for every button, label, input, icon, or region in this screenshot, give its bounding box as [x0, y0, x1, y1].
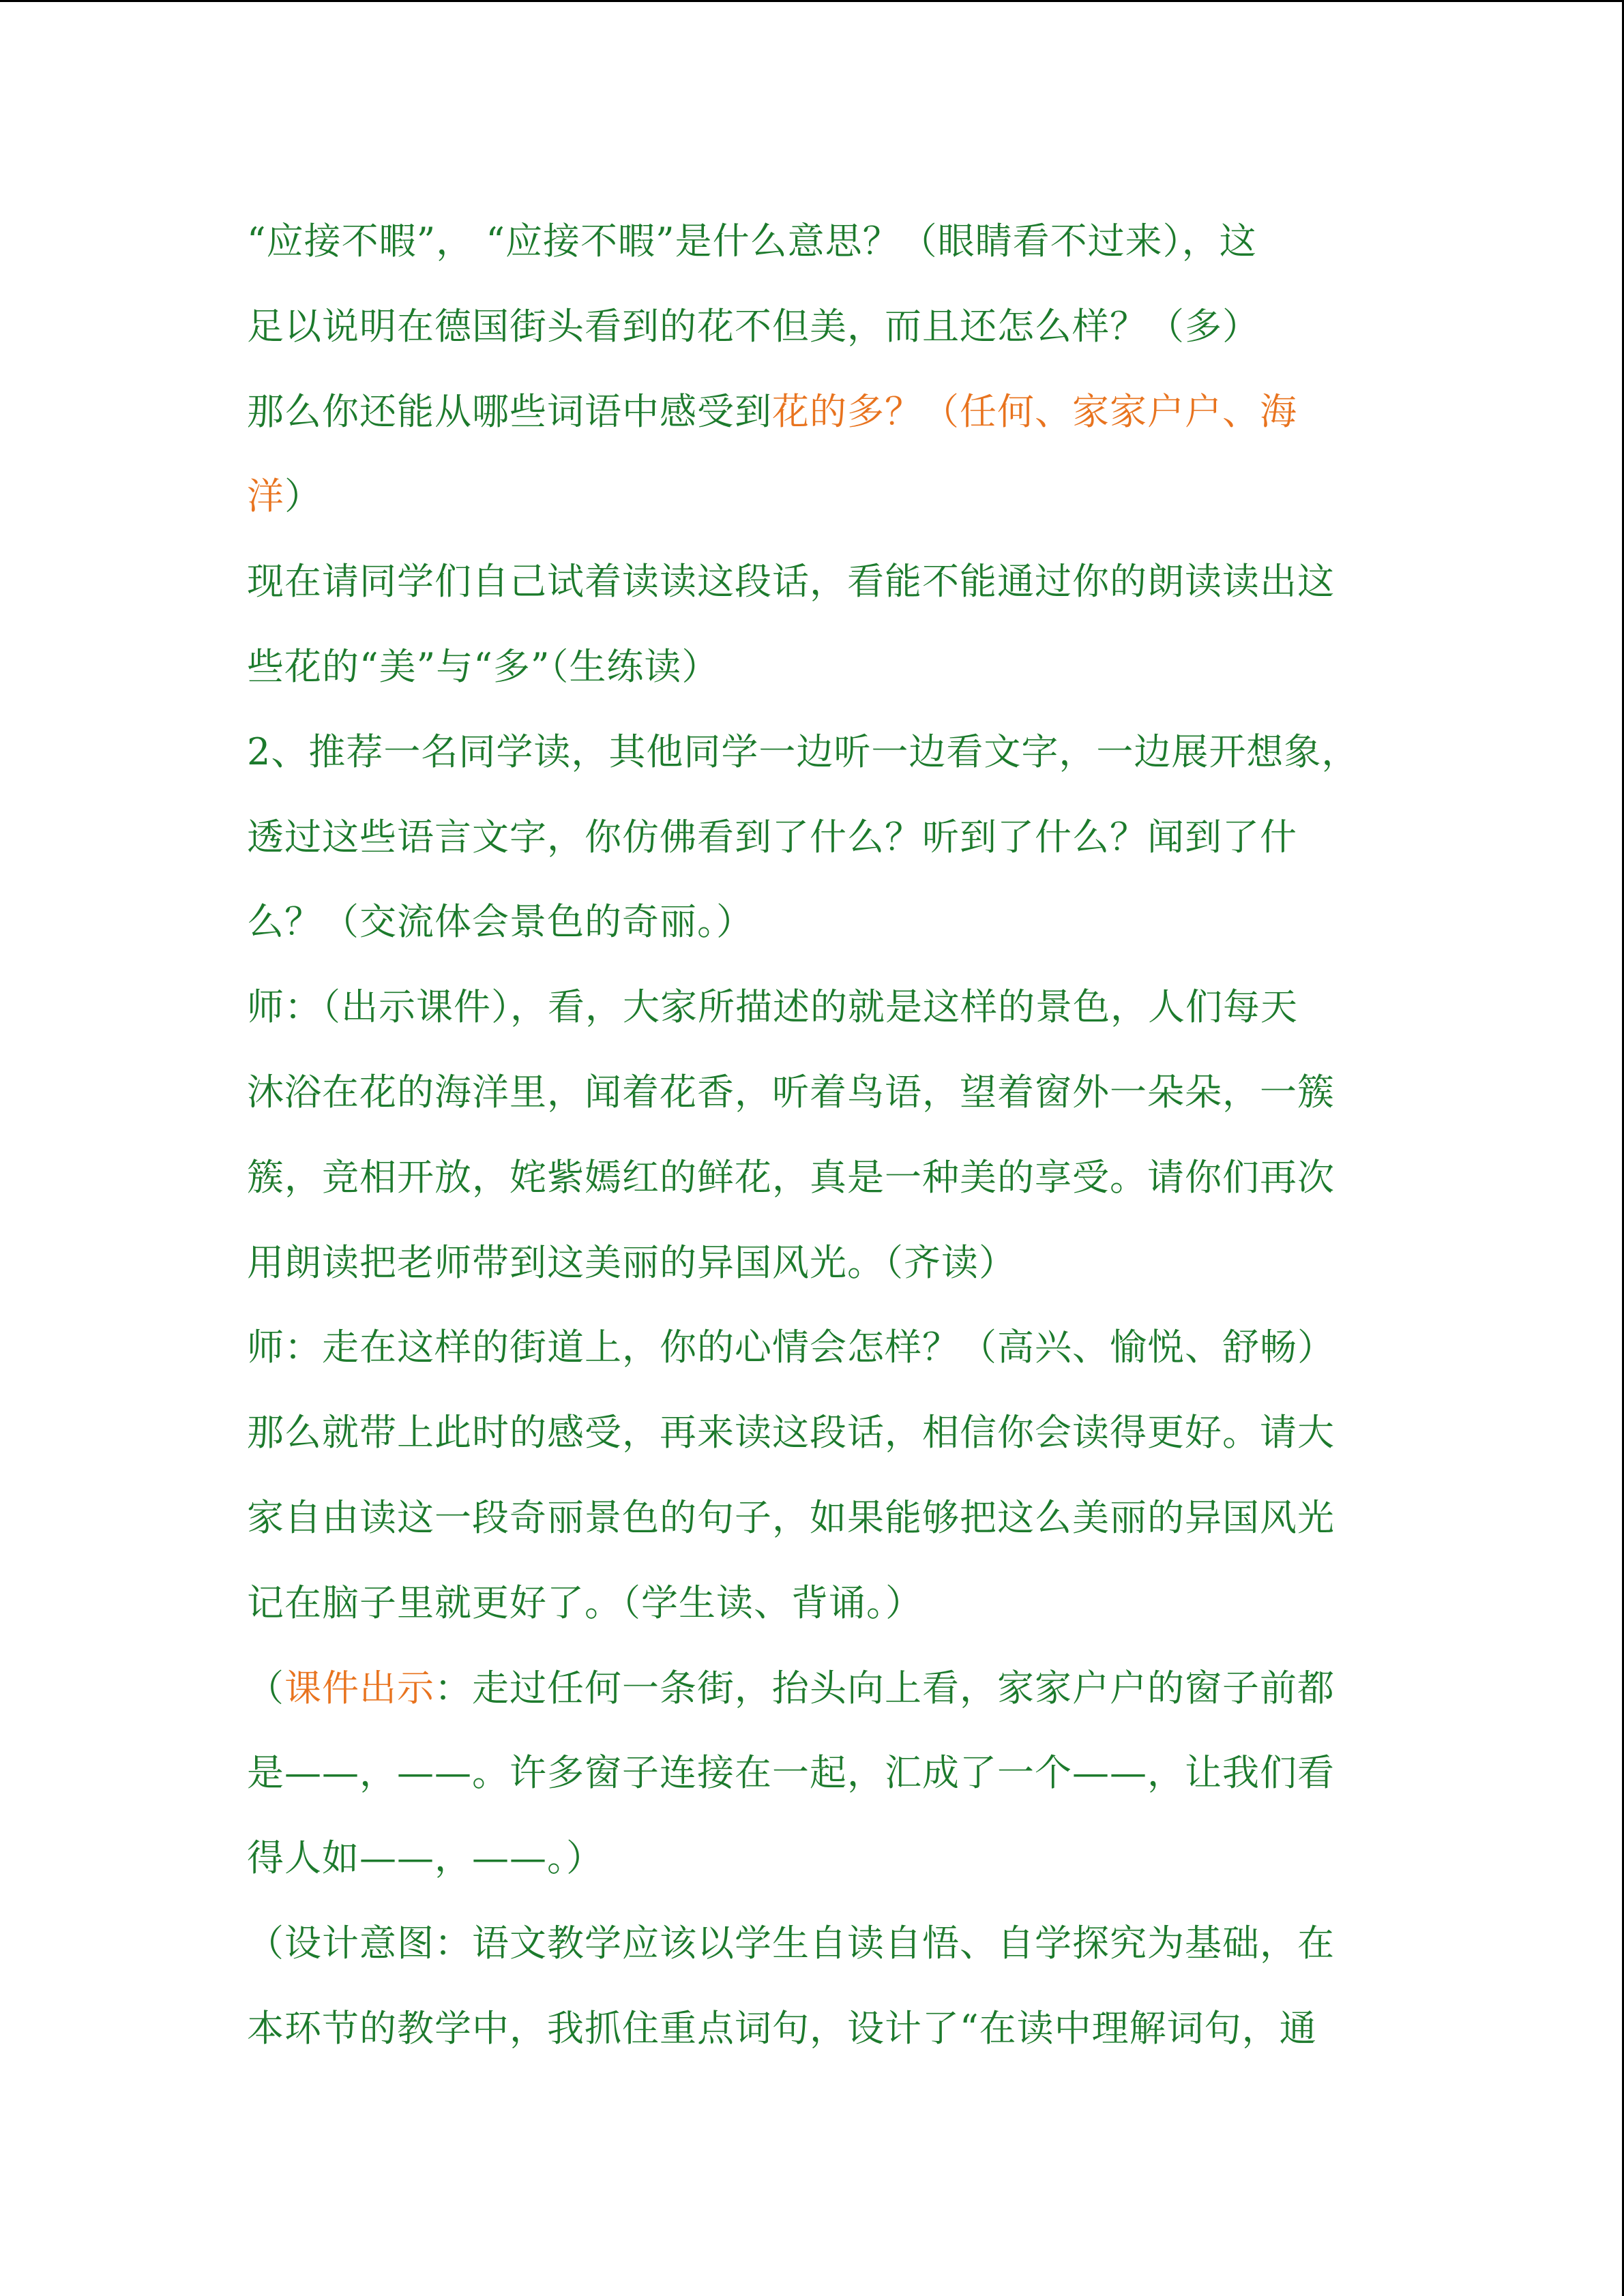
text-segment: 2、推荐一名同学读，其他同学一边听一边看文字，一边展开想象， — [247, 730, 1359, 773]
text-segment: 是——，——。许多窗子连接在一起，汇成了一个——，让我们看 — [247, 1751, 1335, 1795]
text-line — [247, 965, 1379, 1050]
highlighted-text: 洋 — [247, 475, 284, 518]
text-segment: 那么你还能从哪些词语中感受到 — [247, 389, 772, 433]
text-line — [247, 625, 1379, 710]
text-segment: 用朗读把老师带到这美丽的异国风光。（齐读） — [247, 1240, 1016, 1284]
text-line — [247, 1476, 1379, 1561]
text-line — [247, 1816, 1379, 1901]
text-line — [247, 1986, 1379, 2072]
text-segment: 些花的“美”与“多”（生练读） — [247, 644, 720, 688]
text-line — [247, 795, 1379, 880]
text-line — [247, 880, 1379, 965]
text-segment: 那么就带上此时的感受，再来读这段话，相信你会读得更好。请大 — [247, 1411, 1335, 1455]
text-line — [247, 1305, 1379, 1390]
text-line — [247, 370, 1379, 455]
text-line — [247, 1390, 1379, 1476]
text-line — [247, 710, 1379, 795]
text-line — [247, 199, 1379, 284]
text-line — [247, 284, 1379, 370]
text-line — [247, 454, 1379, 539]
text-segment: （ — [247, 1666, 284, 1710]
text-segment: （设计意图：语文教学应该以学生自读自悟、自学探究为基础，在 — [247, 1921, 1335, 1965]
text-segment: “应接不暇”， “应接不暇”是什么意思？（眼睛看不过来），这 — [247, 220, 1257, 263]
text-line — [247, 1135, 1379, 1221]
text-segment: 透过这些语言文字，你仿佛看到了什么？听到了什么？闻到了什 — [247, 815, 1297, 859]
text-segment: 记在脑子里就更好了。（学生读、背诵。） — [247, 1581, 923, 1624]
text-segment: 簇，竞相开放，姹紫嫣红的鲜花，真是一种美的享受。请你们再次 — [247, 1155, 1335, 1199]
text-segment: 师：走在这样的街道上，你的心情会怎样？（高兴、愉悦、舒畅） — [247, 1326, 1335, 1369]
text-line — [247, 539, 1379, 625]
text-segment: 师：（出示课件），看，大家所描述的就是这样的景色，人们每天 — [247, 985, 1298, 1029]
text-segment: ） — [284, 475, 322, 518]
text-line — [247, 1731, 1379, 1816]
document-body — [247, 199, 1379, 2072]
highlighted-text: 课件出示 — [284, 1666, 434, 1710]
text-line — [247, 1646, 1379, 1731]
text-line — [247, 1050, 1379, 1135]
text-line — [247, 1561, 1379, 1646]
text-line — [247, 1221, 1379, 1306]
text-segment: 足以说明在德国街头看到的花不但美，而且还怎么样？（多） — [247, 304, 1260, 348]
text-segment: 家自由读这一段奇丽景色的句子，如果能够把这么美丽的异国风光 — [247, 1495, 1335, 1539]
text-line — [247, 1901, 1379, 1986]
text-segment: 得人如——，——。） — [247, 1836, 604, 1880]
text-segment: ：走过任何一条街，抬头向上看，家家户户的窗子前都 — [434, 1666, 1335, 1710]
text-segment: 沐浴在花的海洋里，闻着花香，听着鸟语，望着窗外一朵朵，一簇 — [247, 1070, 1335, 1114]
text-segment: 现在请同学们自己试着读读这段话，看能不能通过你的朗读读出这 — [247, 560, 1335, 603]
top-border-line — [0, 0, 1624, 2]
highlighted-text: 花的多？（任何、家家户户、海 — [772, 389, 1297, 433]
text-segment: 本环节的教学中，我抓住重点词句，设计了“在读中理解词句，通 — [247, 2006, 1317, 2050]
text-segment: 么？（交流体会景色的奇丽。） — [247, 900, 754, 944]
